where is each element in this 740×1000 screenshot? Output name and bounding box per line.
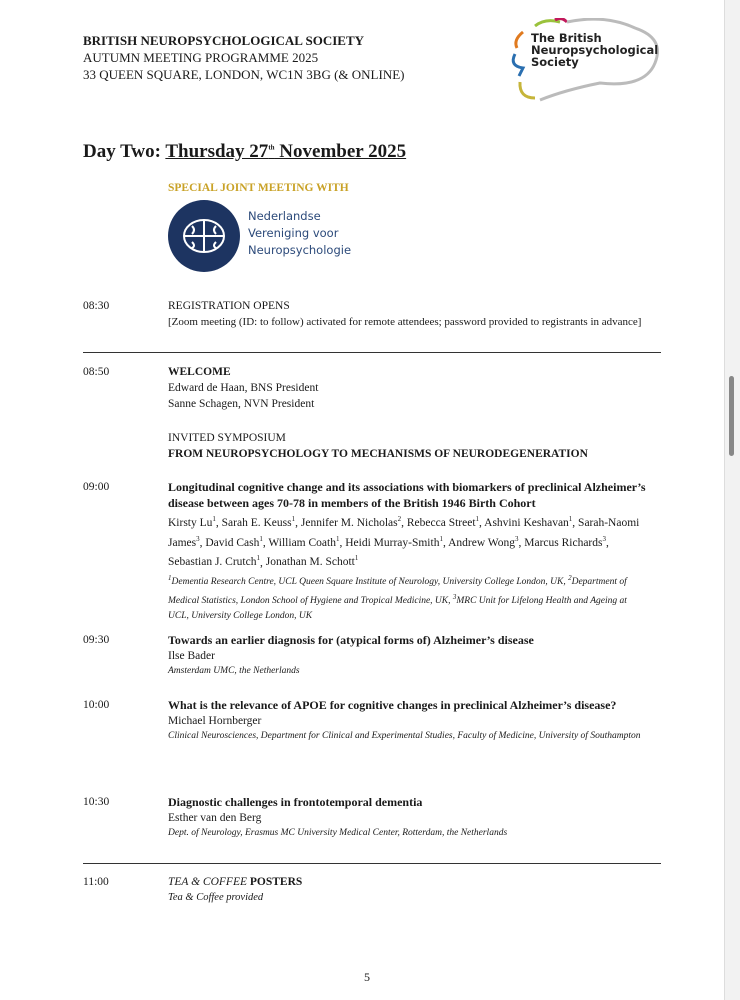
- document-page: BRITISH NEUROPSYCHOLOGICAL SOCIETY AUTUMN MEETING PROGRAMME 2025 33 QUEEN SQUARE, LONDON, WC1N 3BG (& ONLINE) The British Neuropsychological Society Day Two: Thursday 27th November 2025 SPECIAL JOINT MEETING WITH Nederlandse Vereniging voor Neuropsychologie 08:30 REGISTRATION OPENS [Zoom meeting (ID: to follow) activated for remote attendees; password provided to registrants in advance] 08:50 WELCOME Edward de Haan, BNS President Sanne Schagen, NVN President INVITED SYMPOSIUM FROM NEUROPSYCHOLOGY TO MECHANISMS OF NEURODEGENERATION 09:00 Longitudinal cognitive change and its associations with biomarkers of preclinical Alzheimer’s disease between ages 70-78 in members of the British 1946 Birth Cohort Kirsty Lu$^1$, Sarah E. Keuss$^1$, Jennifer M. Nicholas$^2$, Rebecca Street$^1$, Ashvini Keshavan$^1$, Sarah-Naomi James$^3$, David Cash$^1$, William Coath$^1$, Heidi Murray-Smith$^1$, Andrew Wong$^3$, Marcus Richards$^3$, Sebastian J. Crutch$^1$, Jonathan M. Schott$^1$ $^1$Dementia Research Centre, UCL Queen Square Institute of Neurology, University College London, UK, $^2$Department of Medical Statistics, London School of Hygiene and Tropical Medicine, UK, $^3$MRC Unit for Lifelong Health and Ageing at UCL, University College London, UK 09:30 Towards an earlier diagnosis for (atypical forms of) Alzheimer’s disease Ilse Bader Amsterdam UMC, the Netherlands 10:00 What is the relevance of APOE for cognitive changes in preclinical Alzheimer’s disease? Michael Hornberger Clinical Neurosciences, Department for Clinical and Experimental Studies, Faculty of Medicine, University of Southampton 10:30 Diagnostic challenges in frontotemporal dementia Esther van den Berg Dept. of Neurology, Erasmus MC University Medical Center, Rotterdam, the Netherlands 11:00 TEA & COFFEE POSTERS Tea & Coffee provided 5: [0, 0, 725, 1000]
- author: Heidi Murray-Smith$^1$: [345, 534, 443, 549]
- author-list: Kirsty Lu$^1$, Sarah E. Keuss$^1$, Jennifer M. Nicholas$^2$, Rebecca Street$^1$, Ashvini Keshavan$^1$, Sarah-Naomi James$^3$, David Cash$^1$, William Coath$^1$, Heidi Murray-Smith$^1$, Andrew Wong$^3$, Marcus Richards$^3$, Sebastian J. Crutch$^1$, Jonathan M. Schott$^1$: [168, 515, 640, 569]
- affiliation: $^2$Department of Medical Statistics, London School of Hygiene and Tropical Medicine, UK,: [168, 573, 627, 606]
- author: David Cash$^1$: [205, 534, 263, 549]
- author: Rebecca Street$^1$: [406, 515, 480, 529]
- society-name: BRITISH NEUROPSYCHOLOGICAL SOCIETY: [83, 33, 365, 48]
- author: Sarah-Naomi James$^3$: [168, 516, 640, 549]
- header: [83, 32, 404, 83]
- author: Sarah E. Keuss$^1$: [221, 515, 296, 529]
- author: William Coath$^1$: [268, 534, 340, 549]
- author: Andrew Wong$^3$: [448, 534, 519, 549]
- scrollbar[interactable]: [729, 376, 734, 456]
- divider: [83, 352, 661, 353]
- author: Marcus Richards$^3$: [524, 534, 606, 549]
- affiliation: $^1$Dementia Research Centre, UCL Queen Square Institute of Neurology, University College London, UK,: [168, 573, 569, 587]
- programme-title: AUTUMN MEETING PROGRAMME 2025: [83, 50, 319, 65]
- author: Jonathan M. Schott$^1$: [265, 554, 359, 569]
- nvn-logo: Nederlandse Vereniging voor Neuropsychologie: [168, 200, 378, 272]
- affiliations: [168, 570, 648, 623]
- affiliation: $^3$MRC Unit for Lifelong Health and Ageing at UCL, University College London, UK: [168, 592, 627, 621]
- joint-meeting-label: SPECIAL JOINT MEETING WITH: [168, 182, 349, 194]
- author: Ashvini Keshavan$^1$: [484, 515, 573, 529]
- page-number: 5: [364, 970, 370, 984]
- author: Kirsty Lu$^1$: [168, 515, 216, 529]
- day-heading: Day Two: Thursday 27th November 2025: [83, 141, 407, 162]
- author: Jennifer M. Nicholas$^2$: [300, 515, 402, 529]
- brain-icon: [168, 200, 240, 272]
- divider: [83, 863, 661, 864]
- author: Sebastian J. Crutch$^1$: [168, 554, 260, 569]
- bns-logo: [505, 18, 665, 108]
- venue: 33 QUEEN SQUARE, LONDON, WC1N 3BG (& ONLINE): [83, 67, 405, 82]
- bns-logo-text: The British Neuropsychological Society: [531, 31, 659, 69]
